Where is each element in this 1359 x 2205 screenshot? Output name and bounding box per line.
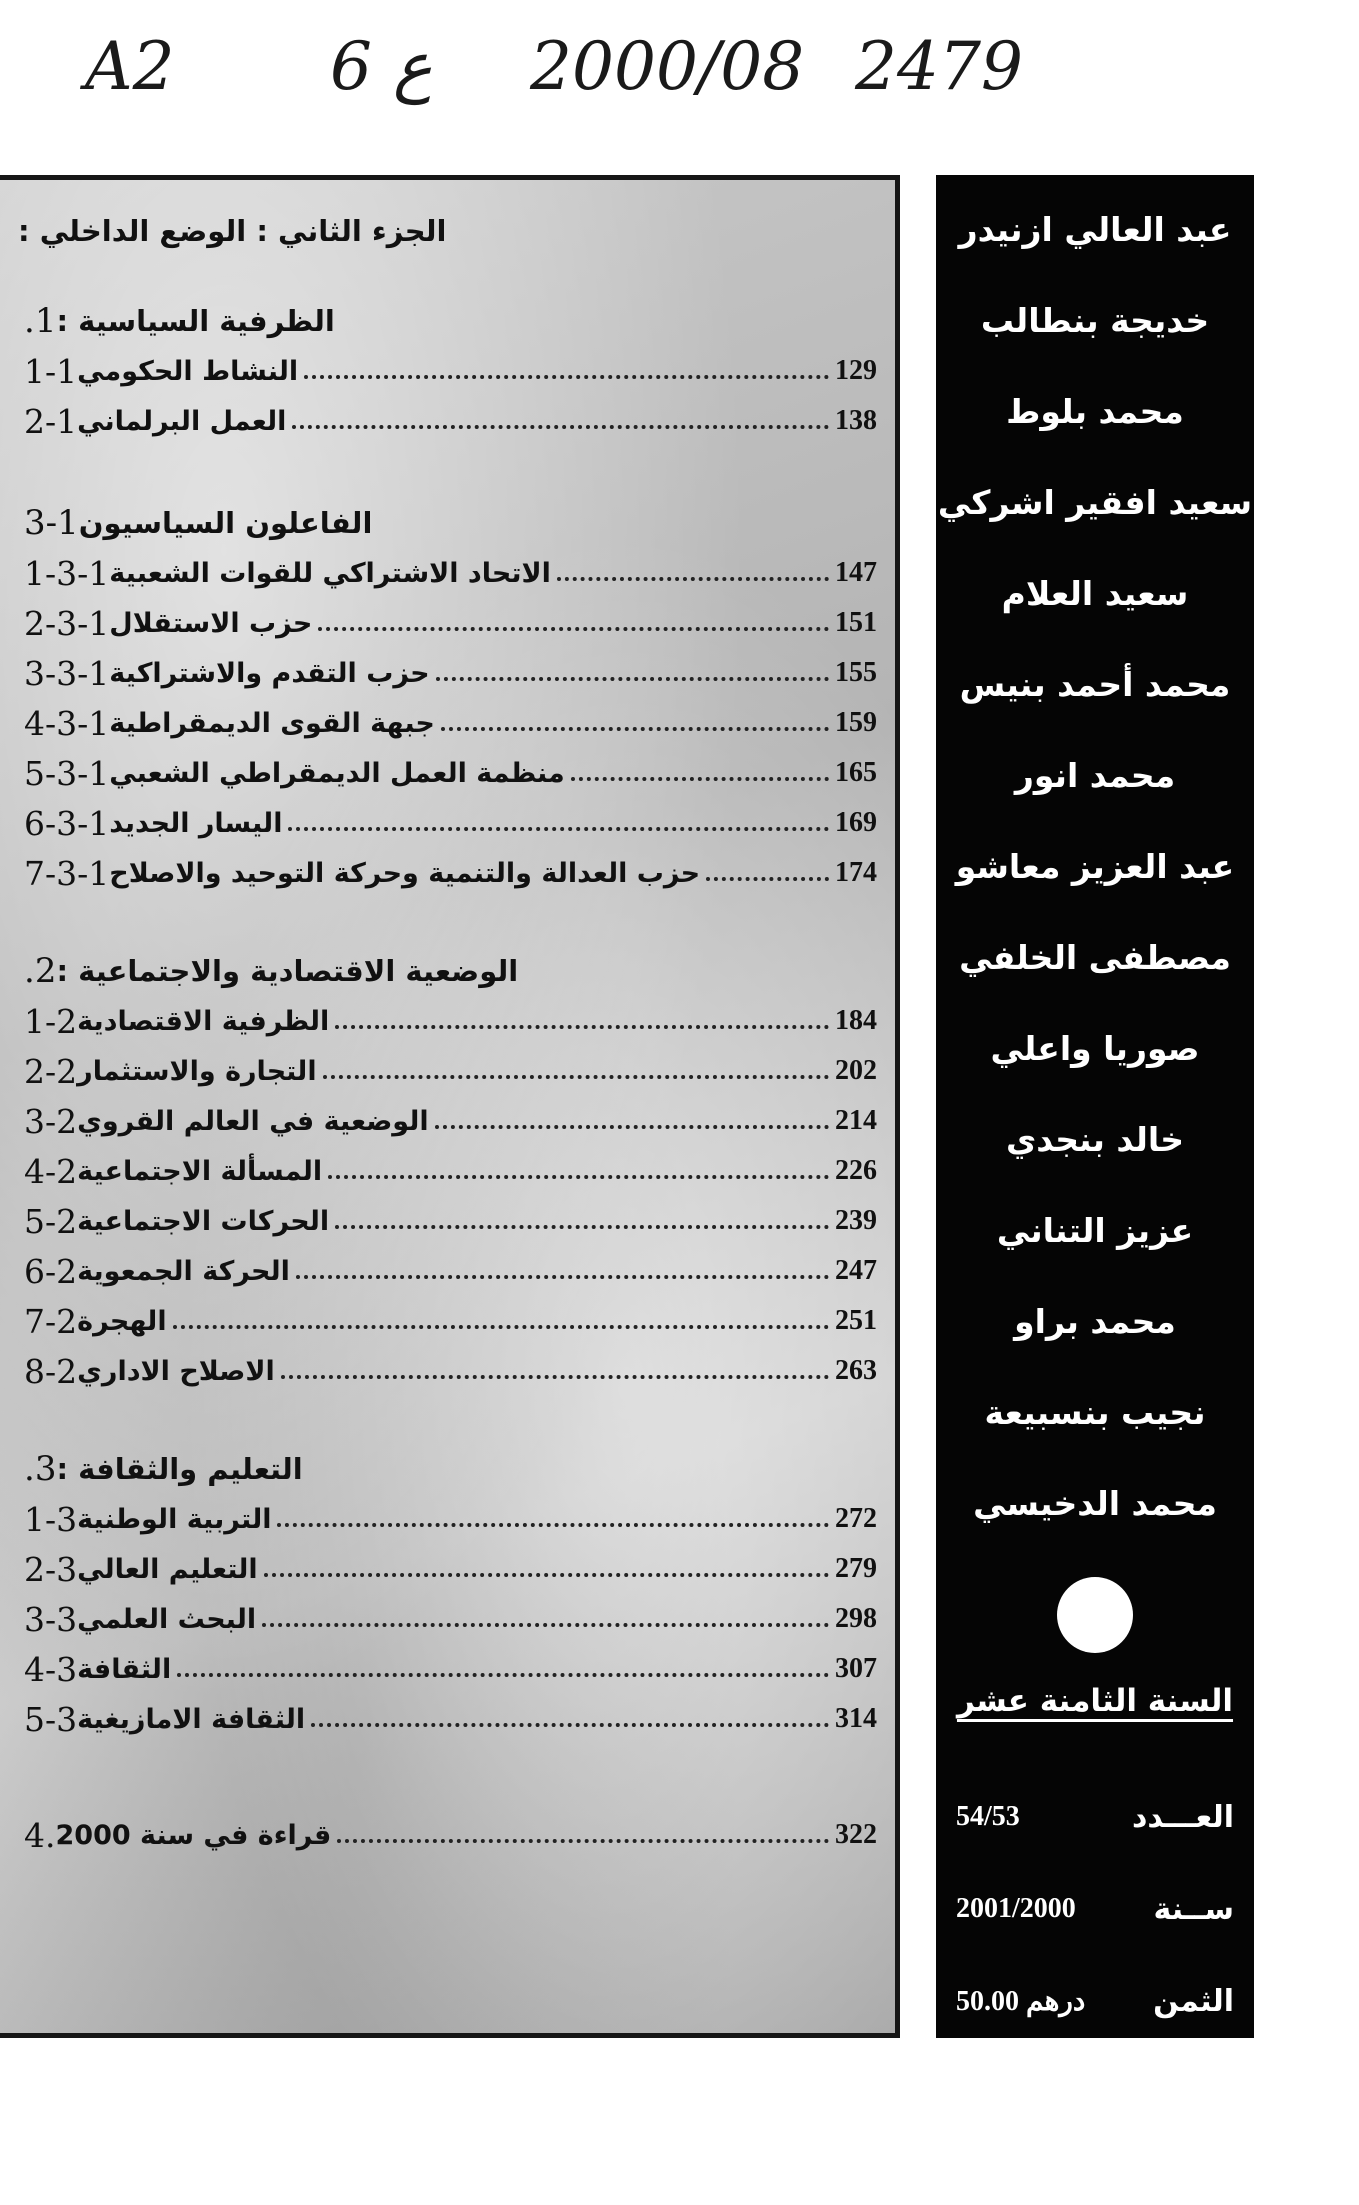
section-title: التعليم والثقافة : <box>56 1452 303 1486</box>
entry-number: 2-1 <box>24 401 78 441</box>
entry-page: 151 <box>835 607 877 638</box>
contributor-name: خالد بنجدي <box>1005 1120 1185 1159</box>
entry-title: المسألة الاجتماعية <box>77 1155 323 1187</box>
entry-number: 7-3-1 <box>24 853 110 893</box>
toc-heading-row <box>18 208 877 254</box>
contributor-name: سعيد العلام <box>1001 574 1189 613</box>
entry-number: 2-3 <box>24 1549 78 1589</box>
section-number: 3. <box>24 1449 57 1489</box>
entry-page: 247 <box>835 1255 877 1286</box>
dot-leader <box>571 777 829 781</box>
entry-number: 2-2 <box>24 1051 78 1091</box>
entry-number: 5-3 <box>24 1699 78 1739</box>
handwritten-note-3: 2000/08 <box>530 28 805 105</box>
contributor-name: محمد أحمد بنيس <box>959 665 1231 704</box>
entry-title: حزب العدالة والتنمية وحركة التوحيد والاصلاح <box>109 857 701 889</box>
toc-entry <box>18 800 877 846</box>
entry-title: حزب التقدم والاشتراكية <box>109 657 430 689</box>
dot-leader <box>288 827 829 831</box>
section-number: 3-1 <box>24 503 79 543</box>
entry-title: الهجرة <box>77 1305 167 1337</box>
toc-entry <box>18 1348 877 1394</box>
entry-number: 6-3-1 <box>24 803 110 843</box>
dot-leader <box>177 1673 829 1677</box>
section-4-entry <box>18 1812 877 1858</box>
section-title: الفاعلون السياسيون <box>78 506 373 540</box>
toc-entry <box>18 700 877 746</box>
price-value: 50.00 درهم <box>956 1986 1086 2017</box>
toc-entry <box>18 998 877 1044</box>
contributor-name: مصطفى الخلفي <box>959 938 1231 977</box>
entry-page: 272 <box>835 1503 877 1534</box>
entry-title: حزب الاستقلال <box>109 607 313 639</box>
section-title: قراءة في سنة 2000 <box>55 1819 332 1851</box>
entry-page: 279 <box>835 1553 877 1584</box>
entry-number: 5-3-1 <box>24 753 110 793</box>
entry-page: 174 <box>835 857 877 888</box>
contributors-sidebar <box>936 175 1254 2038</box>
price-row <box>956 1981 1234 2021</box>
entry-number: 1-3 <box>24 1499 78 1539</box>
toc-entry <box>18 1298 877 1344</box>
dot-leader <box>557 577 829 581</box>
entry-page: 202 <box>835 1055 877 1086</box>
toc-entry <box>18 600 877 646</box>
contributor-name: محمد الدخيسي <box>973 1484 1217 1523</box>
contributor-name: محمد انور <box>1014 756 1176 795</box>
entry-number: 4-2 <box>24 1151 78 1191</box>
entry-number: 1-3-1 <box>24 553 110 593</box>
entry-page: 214 <box>835 1105 877 1136</box>
entry-number: 7-2 <box>24 1301 78 1341</box>
entry-number: 4-3-1 <box>24 703 110 743</box>
contributor-name: صوريا واعلي <box>990 1029 1200 1068</box>
toc-entry <box>18 1696 877 1742</box>
issue-label: العـــدد <box>1132 1799 1234 1835</box>
entry-title: الاصلاح الاداري <box>77 1355 275 1387</box>
entry-title: الحركة الجمعوية <box>77 1255 290 1287</box>
section-title: الظرفية السياسية : <box>56 304 335 338</box>
subsection-1-3-heading <box>18 500 877 546</box>
entry-page: 239 <box>835 1205 877 1236</box>
dot-leader <box>264 1573 829 1577</box>
dot-leader <box>436 677 829 681</box>
toc-entry <box>18 348 877 394</box>
dot-leader <box>318 627 829 631</box>
toc-entry <box>18 398 877 444</box>
contributor-name: عبد العزيز معاشو <box>955 847 1235 886</box>
toc-entry <box>18 1546 877 1592</box>
contributor-name: سعيد افقير اشركي <box>937 483 1253 522</box>
contributor-name: عبد العالي ازنيدر <box>958 210 1232 249</box>
entry-number: 5-2 <box>24 1201 78 1241</box>
entry-title: الظرفية الاقتصادية <box>77 1005 330 1037</box>
entry-page: 165 <box>835 757 877 788</box>
dot-leader <box>304 375 829 379</box>
entry-page: 251 <box>835 1305 877 1336</box>
section-number: 1. <box>24 301 57 341</box>
entry-page: 147 <box>835 557 877 588</box>
entry-title: التربية الوطنية <box>77 1503 272 1535</box>
toc-entry <box>18 550 877 596</box>
dot-leader <box>296 1275 829 1279</box>
toc-entry <box>18 1496 877 1542</box>
dot-leader <box>262 1623 829 1627</box>
dot-leader <box>277 1523 829 1527</box>
toc-entry <box>18 1596 877 1642</box>
toc-heading: الجزء الثاني : الوضع الداخلي : <box>18 214 447 248</box>
toc-entry <box>18 1098 877 1144</box>
entry-title: النشاط الحكومي <box>77 355 299 387</box>
contributor-name: محمد بلوط <box>1006 392 1184 431</box>
section-3-heading <box>18 1446 877 1492</box>
entry-title: التعليم العالي <box>77 1553 258 1585</box>
entry-number: 3-3-1 <box>24 653 110 693</box>
entry-page: 322 <box>835 1819 877 1850</box>
entry-title: الاتحاد الاشتراكي للقوات الشعبية <box>109 557 551 589</box>
dot-leader <box>435 1125 829 1129</box>
dot-leader <box>706 877 829 881</box>
dot-leader <box>328 1175 829 1179</box>
year-row-value: 2001/2000 <box>956 1893 1076 1924</box>
entry-title: العمل البرلماني <box>77 405 287 437</box>
entry-page: 155 <box>835 657 877 688</box>
issue-value: 54/53 <box>956 1801 1020 1832</box>
entry-title: البحث العلمي <box>77 1603 257 1635</box>
handwritten-note-4: 2479 <box>855 28 1023 105</box>
entry-number: 1-2 <box>24 1001 78 1041</box>
entry-title: الثقافة <box>77 1653 172 1685</box>
toc-entry <box>18 1148 877 1194</box>
section-title: الوضعية الاقتصادية والاجتماعية : <box>56 954 519 988</box>
entry-number: 3-3 <box>24 1599 78 1639</box>
section-2-heading <box>18 948 877 994</box>
entry-title: الوضعية في العالم القروي <box>77 1105 429 1137</box>
handwritten-note-1: A2 <box>85 28 175 105</box>
year-row <box>956 1889 1234 1929</box>
dot-leader <box>335 1025 829 1029</box>
contributor-name: نجيب بنسبيعة <box>984 1393 1206 1432</box>
toc-entry <box>18 850 877 896</box>
entry-page: 159 <box>835 707 877 738</box>
entry-page: 184 <box>835 1005 877 1036</box>
handwritten-note-2: 6 ع <box>330 28 433 105</box>
issue-number-row <box>956 1797 1234 1837</box>
contributor-name: خديجة بنطالب <box>980 301 1210 340</box>
entry-title: الحركات الاجتماعية <box>77 1205 330 1237</box>
entry-title: جبهة القوى الديمقراطية <box>109 707 435 739</box>
toc-entry <box>18 1048 877 1094</box>
dot-leader <box>311 1723 829 1727</box>
toc-entry <box>18 1248 877 1294</box>
dot-leader <box>281 1375 829 1379</box>
entry-page: 226 <box>835 1155 877 1186</box>
section-1-heading <box>18 298 877 344</box>
entry-number: 2-3-1 <box>24 603 110 643</box>
toc-entry <box>18 750 877 796</box>
entry-page: 298 <box>835 1603 877 1634</box>
dot-leader <box>292 425 829 429</box>
white-circle-ornament <box>1057 1577 1133 1653</box>
entry-page: 129 <box>835 355 877 386</box>
entry-page: 314 <box>835 1703 877 1734</box>
dot-leader <box>323 1075 829 1079</box>
entry-page: 307 <box>835 1653 877 1684</box>
dot-leader <box>337 1839 829 1843</box>
entry-number: 4-3 <box>24 1649 78 1689</box>
dot-leader <box>441 727 829 731</box>
entry-number: 3-2 <box>24 1101 78 1141</box>
entry-title: الثقافة الامازيغية <box>77 1703 306 1735</box>
contributor-name: محمد براو <box>1014 1302 1176 1341</box>
entry-number: 8-2 <box>24 1351 78 1391</box>
entry-page: 169 <box>835 807 877 838</box>
contributor-name: عزيز التناني <box>996 1211 1194 1250</box>
dot-leader <box>335 1225 829 1229</box>
entry-page: 138 <box>835 405 877 436</box>
section-number: 2. <box>24 951 57 991</box>
entry-number: 6-2 <box>24 1251 78 1291</box>
price-label: الثمن <box>1153 1983 1234 2019</box>
year-row-label: ســنة <box>1153 1891 1234 1927</box>
toc-entry <box>18 1198 877 1244</box>
entry-title: التجارة والاستثمار <box>77 1055 317 1087</box>
toc-entry <box>18 1646 877 1692</box>
entry-title: منظمة العمل الديمقراطي الشعبي <box>109 757 565 789</box>
section-number: 4. <box>24 1815 56 1855</box>
dot-leader <box>173 1325 829 1329</box>
entry-number: 1-1 <box>24 351 78 391</box>
entry-title: اليسار الجديد <box>109 807 283 839</box>
volume-year-label: السنة الثامنة عشر <box>956 1683 1234 1719</box>
table-of-contents <box>0 175 900 2038</box>
toc-entry <box>18 650 877 696</box>
entry-page: 263 <box>835 1355 877 1386</box>
